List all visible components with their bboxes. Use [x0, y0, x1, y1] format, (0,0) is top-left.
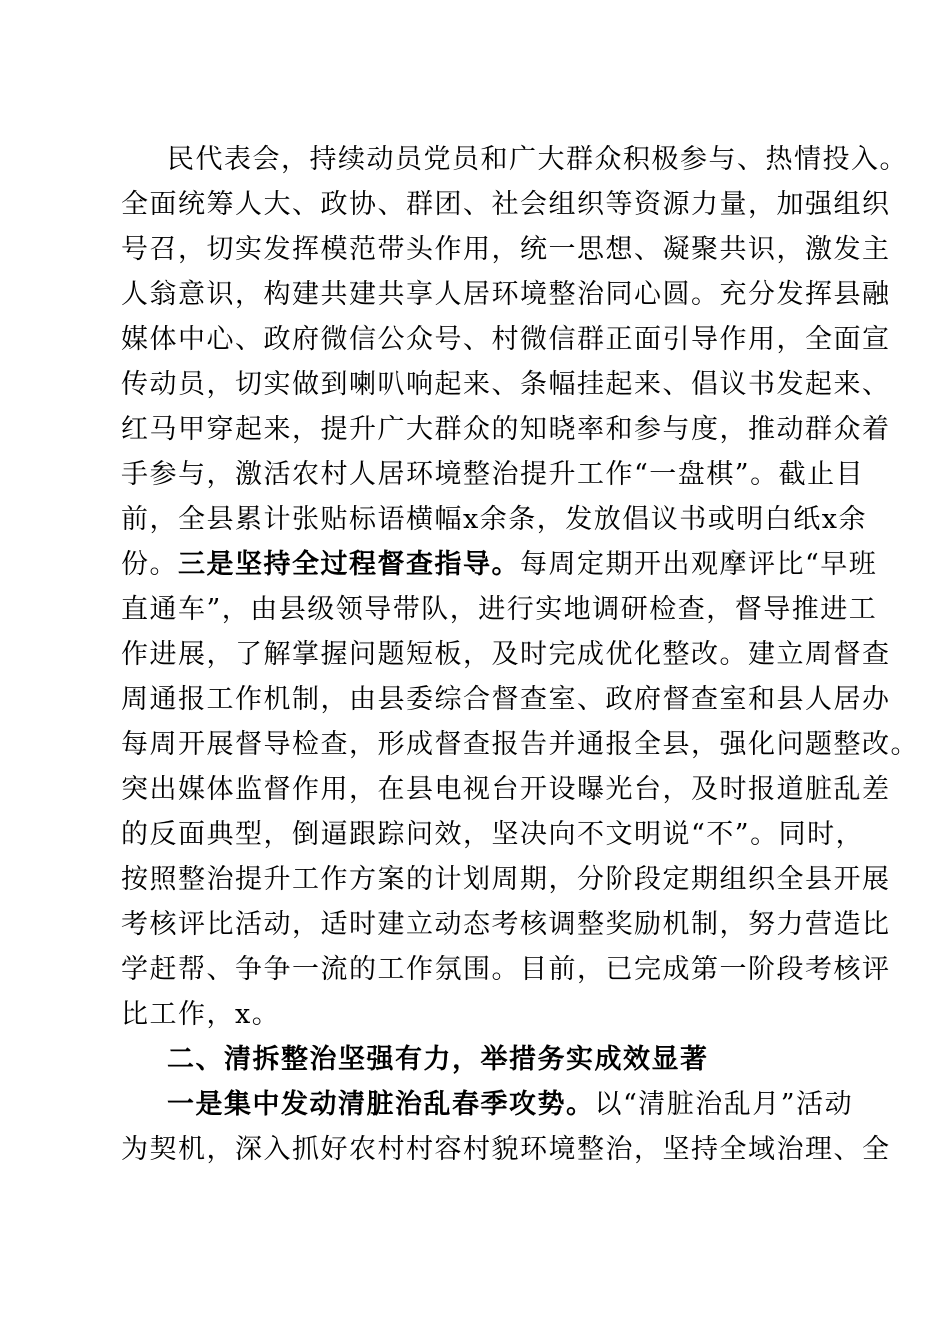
text-line: 周通报工作机制，由县委综合督查室、政府督查室和县人居办 [121, 684, 891, 715]
text-line: 传动员，切实做到喇叭响起来、条幅挂起来、倡议书发起来、 [121, 369, 891, 400]
text-line-mixed [167, 1085, 853, 1125]
text-run: 份。 [121, 549, 178, 580]
text-line: 考核评比活动，适时建立动态考核调整奖励机制，努力营造比 [121, 909, 891, 940]
text-line: 为契机，深入抓好农村村容村貌环境整治，坚持全域治理、全 [121, 1134, 891, 1165]
text-line: 按照整治提升工作方案的计划周期，分阶段定期组织全县开展 [121, 864, 891, 895]
text-line: 前，全县累计张贴标语横幅x余条，发放倡议书或明白纸x余 [121, 504, 867, 535]
text-line: 手参与，激活农村人居环境整治提升工作“一盘棋”。截止目 [121, 459, 865, 490]
text-line: 全面统筹人大、政协、群团、社会组织等资源力量，加强组织 [121, 189, 891, 220]
text-line: 直通车”，由县级领导带队，进行实地调研检查，督导推进工 [121, 594, 878, 625]
text-line: 人翁意识，构建共建共享人居环境整治同心圆。充分发挥县融 [121, 279, 891, 310]
text-line: 作进展，了解掌握问题短板，及时完成优化整改。建立周督查 [121, 639, 891, 670]
section-heading: 二、清拆整治坚强有力，举措务实成效显著 [167, 1044, 709, 1075]
text-line: 突出媒体监督作用，在县电视台开设曝光台，及时报道脏乱差 [121, 774, 891, 805]
bold-lead-text: 三是坚持全过程督查指导。 [178, 549, 520, 580]
text-line-mixed [121, 545, 877, 585]
text-line: 媒体中心、政府微信公众号、村微信群正面引导作用，全面宣 [121, 324, 891, 355]
text-line: 的反面典型，倒逼跟踪问效，坚决向不文明说“不”。同时， [121, 819, 865, 850]
text-line: 号召，切实发挥模范带头作用，统一思想、凝聚共识，激发主 [121, 234, 891, 265]
text-run: 每周定期开出观摩评比“早班 [520, 549, 878, 580]
text-line: 比工作，x。 [121, 999, 281, 1030]
text-line: 每周开展督导检查，形成督查报告并通报全县，强化问题整改。 [121, 729, 919, 760]
text-line: 红马甲穿起来，提升广大群众的知晓率和参与度，推动群众着 [121, 414, 891, 445]
text-line: 学赶帮、争争一流的工作氛围。目前，已完成第一阶段考核评 [121, 954, 891, 985]
text-line: 民代表会，持续动员党员和广大群众积极参与、热情投入。 [167, 144, 908, 175]
text-run: 以“清脏治乱月”活动 [594, 1089, 854, 1120]
bold-lead-text: 一是集中发动清脏治乱春季攻势。 [167, 1089, 595, 1120]
